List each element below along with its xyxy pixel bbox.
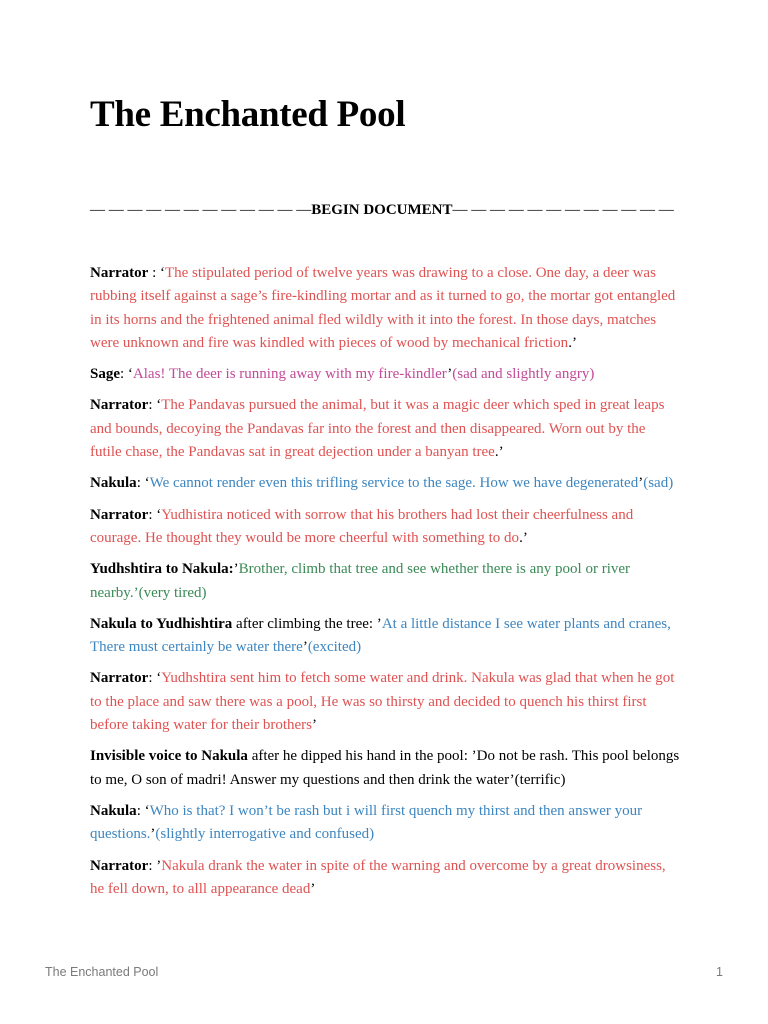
dialogue-paragraph: [90, 558, 680, 605]
speaker-name: Nakula to Yudhishtira: [90, 615, 233, 632]
footer-page-number: 1: [716, 965, 723, 979]
tone-direction: (terrific): [514, 771, 566, 788]
dialogue-prefix: ’: [233, 561, 239, 578]
dialogue-paragraph: [90, 745, 680, 792]
dialogue-prefix: : ’: [148, 857, 162, 874]
speaker-name: Narrator: [90, 857, 149, 874]
dialogue-prefix: : ‘: [148, 265, 165, 281]
tone-direction: (sad and slightly angry): [452, 366, 595, 383]
dialogue-close-quote: .’: [519, 529, 528, 546]
dialogue-close-quote: ’: [312, 717, 317, 734]
divider-dashes-right: — — — — — — — — — — — —: [452, 202, 674, 218]
dialogue-close-quote: ’: [150, 826, 156, 843]
dialogue-paragraph: [90, 800, 680, 847]
dialogue-paragraph: [90, 504, 680, 551]
dialogue-close-quote: .’: [568, 334, 577, 351]
divider-label: BEGIN DOCUMENT: [311, 202, 453, 218]
script-body: [90, 262, 680, 909]
dialogue-prefix: after climbing the tree: ’: [232, 615, 382, 632]
dialogue-close-quote: ’: [310, 880, 316, 897]
divider-dashes-left: — — — — — — — — — — — —: [90, 202, 312, 218]
tone-direction: (excited): [307, 639, 362, 656]
tone-direction: (sad): [643, 475, 674, 492]
speaker-name: Nakula: [90, 802, 137, 819]
dialogue-speech: Who is that? I won’t be rash but i will first quench my thirst and then answer your questions.: [90, 802, 643, 843]
dialogue-close-quote: ’: [638, 475, 644, 492]
dialogue-close-quote: ’: [447, 366, 453, 383]
dialogue-prefix: : ‘: [136, 802, 150, 819]
dialogue-speech: Alas! The deer is running away with my fire-kindler: [132, 366, 448, 383]
dialogue-prefix: after he dipped his hand in the pool: ’: [247, 748, 477, 765]
dialogue-speech: The stipulated period of twelve years was drawing to a close. One day, a deer was rubbing itself against a sage’s fire-kindling mortar and as it turned to go, the mortar got entangled in its horns and the frightened animal fled wildly with it into the forest. In those days, matches were unknown and fire was kindled with pieces of wood by mechanical friction: [90, 265, 676, 351]
speaker-name: Narrator: [90, 265, 149, 281]
dialogue-close-quote: ’: [302, 639, 308, 656]
dialogue-prefix: : ‘: [148, 670, 162, 687]
tone-direction: (slightly interrogative and confused): [155, 826, 375, 843]
tone-direction: (very tired): [138, 584, 207, 601]
footer-document-title: The Enchanted Pool: [45, 965, 159, 979]
dialogue-speech: Yudhshtira sent him to fetch some water and drink. Nakula was glad that when he got to the place and saw there was a pool, He was so thirsty and decided to quench his thirst first before taking water for their brothers: [90, 670, 675, 734]
dialogue-prefix: : ‘: [148, 397, 162, 414]
begin-document-divider: [90, 202, 680, 219]
dialogue-speech: At a little distance I see water plants and cranes, There must certainly be water there: [90, 615, 671, 656]
speaker-name: Sage: [90, 366, 120, 383]
dialogue-speech: The Pandavas pursued the animal, but it was a magic deer which sped in great leaps and bounds, decoying the Pandavas far into the forest and then disappeared. Worn out by the futile chase, the Pandavas sat in great dejection under a banyan tree: [90, 397, 665, 461]
dialogue-paragraph: [90, 363, 680, 386]
dialogue-paragraph: [90, 855, 680, 902]
dialogue-speech: Do not be rash. This pool belongs to me, O son of madri! Answer my questions and then drink the water: [90, 748, 680, 788]
dialogue-close-quote: ’: [509, 771, 515, 788]
dialogue-close-quote: ’: [133, 584, 139, 601]
dialogue-paragraph: [90, 472, 680, 495]
dialogue-speech: Nakula drank the water in spite of the warning and overcome by a great drowsiness, he fell down, to alll appearance dead: [90, 857, 666, 897]
document-title: The Enchanted Pool: [90, 94, 406, 135]
speaker-name: Narrator: [90, 670, 149, 687]
dialogue-speech: Brother, climb that tree and see whether there is any pool or river nearby.: [90, 561, 631, 601]
dialogue-paragraph: [90, 613, 680, 660]
dialogue-prefix: : ‘: [136, 475, 150, 492]
dialogue-close-quote: .’: [494, 444, 504, 461]
speaker-name: Nakula: [90, 475, 137, 492]
speaker-name: Yudhshtira to Nakula:: [90, 561, 234, 578]
dialogue-prefix: : ‘: [148, 506, 162, 523]
speaker-name: Narrator: [90, 506, 149, 523]
dialogue-paragraph: [90, 262, 680, 355]
dialogue-paragraph: [90, 667, 680, 737]
dialogue-paragraph: [90, 394, 680, 464]
dialogue-prefix: : ‘: [120, 366, 133, 383]
dialogue-speech: Yudhistira noticed with sorrow that his brothers had lost their cheerfulness and courage. He thought they would be more cheerful with something to do: [90, 506, 634, 546]
speaker-name: Invisible voice to Nakula: [90, 748, 248, 765]
dialogue-speech: We cannot render even this trifling service to the sage. How we have degenerated: [149, 475, 639, 492]
speaker-name: Narrator: [90, 397, 149, 414]
